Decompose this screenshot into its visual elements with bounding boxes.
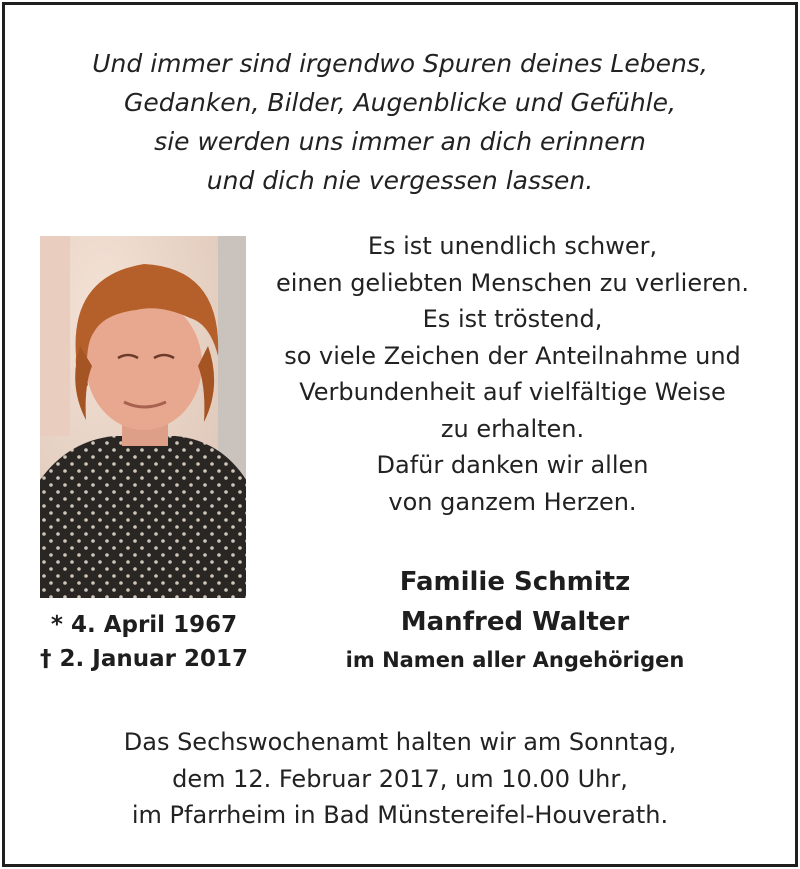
service-line: im Pfarrheim in Bad Münstereifel-Houverath. (131, 801, 669, 829)
service-announcement (0, 724, 800, 834)
death-date: † 2. Januar 2017 (40, 646, 248, 672)
portrait-photo (40, 236, 246, 598)
family-name: Familie Schmitz (399, 567, 631, 597)
birth-date: * 4. April 1967 (50, 612, 238, 638)
service-line: dem 12. Februar 2017, um 10.00 Uhr, (172, 764, 628, 793)
thanks-block (260, 228, 765, 520)
thanks-line: so viele Zeichen der Anteilnahme und (284, 341, 741, 370)
poem-line: sie werden uns immer an dich erinnern (154, 127, 646, 156)
family-signature (300, 562, 730, 678)
poem-block (0, 44, 800, 200)
thanks-line: Verbundenheit auf vielfältige Weise (299, 378, 726, 406)
thanks-line: Es ist unendlich schwer, (367, 232, 658, 260)
spouse-name: Manfred Walter (400, 607, 630, 637)
thanks-line: Dafür danken wir allen (376, 451, 649, 479)
relatives-line: im Namen aller Angehörigen (345, 648, 685, 672)
life-dates (34, 608, 254, 676)
thanks-line: von ganzem Herzen. (388, 487, 637, 516)
service-line: Das Sechswochenamt halten wir am Sonntag, (123, 728, 677, 756)
poem-line: und dich nie vergessen lassen. (206, 166, 594, 195)
thanks-line: Es ist tröstend, (422, 305, 603, 333)
thanks-line: zu erhalten. (440, 414, 585, 443)
thanks-line: einen geliebten Menschen zu verlieren. (275, 268, 750, 297)
poem-line: Gedanken, Bilder, Augenblicke und Gefühle, (124, 88, 676, 117)
poem-line: Und immer sind irgendwo Spuren deines Lebens, (92, 49, 708, 78)
portrait-image (40, 236, 246, 598)
